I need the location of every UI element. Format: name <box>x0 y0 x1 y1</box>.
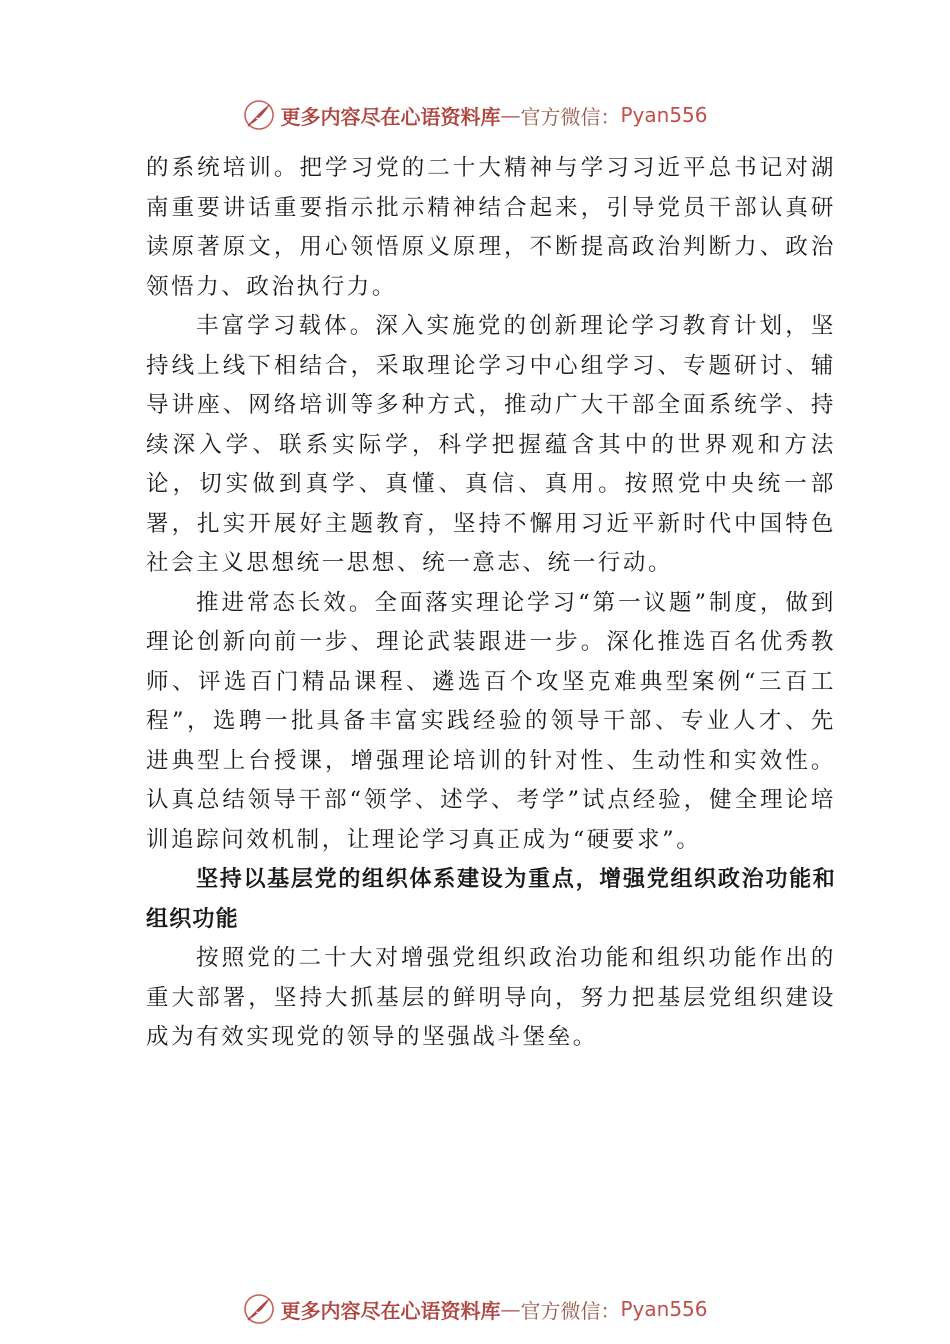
document-body <box>146 149 836 1058</box>
header-banner <box>0 98 950 132</box>
paragraph-enrich-learning: 丰富学习载体。深入实施党的创新理论学习教育计划，坚持线上线下相结合，采取理论学习中心组学习、专题研讨、辅导讲座、网络培训等多种方式，推动广大干部全面系统学、持续深入学、联系实际学，科学把握蕴含其中的世界观和方法论，切实做到真学、真懂、真信、真用。按照党中央统一部署，扎实开展好主题教育，坚持不懈用习近平新时代中国特色社会主义思想统一思想、统一意志、统一行动。 <box>146 313 836 576</box>
banner-dash: — <box>500 1297 521 1321</box>
banner-wechat-label: 官方微信： <box>520 104 621 129</box>
quill-logo-icon <box>242 98 276 132</box>
banner-wechat-label: 官方微信： <box>520 1298 621 1323</box>
banner-dash: — <box>500 103 521 127</box>
section-heading: 坚持以基层党的组织体系建设为重点，增强党组织政治功能和组织功能 <box>146 867 836 932</box>
paragraph-normalize-longterm: 推进常态长效。全面落实理论学习“第一议题”制度，做到理论创新向前一步、理论武装跟进一步。深化推选百名优秀教师、评选百门精品课程、遴选百个攻坚克难典型案例“三百工程”，选聘一批具备丰富实践经验的领导干部、专业人才、先进典型上台授课，增强理论培训的针对性、生动性和实效性。认真总结领导干部“领学、述学、考学”试点经验，健全理论培训追踪问效机制，让理论学习真正成为“硬要求”。 <box>146 589 836 853</box>
banner-wechat-id: Pyan556 <box>620 103 708 127</box>
quill-logo-icon <box>242 1292 276 1326</box>
paragraph-continuation: 的系统培训。把学习党的二十大精神与学习习近平总书记对湖南重要讲话重要指示批示精神结合起来，引导党员干部认真研读原著原文，用心领悟原义原理，不断提高政治判断力、政治领悟力、政治执行力。 <box>146 155 836 300</box>
paragraph-grassroots: 按照党的二十大对增强党组织政治功能和组织功能作出的重大部署，坚持大抓基层的鲜明导向，努力把基层党组织建设成为有效实现党的领导的坚强战斗堡垒。 <box>146 945 836 1050</box>
banner-site-name: 更多内容尽在心语资料库 <box>280 104 501 129</box>
banner-site-name: 更多内容尽在心语资料库 <box>280 1298 501 1323</box>
footer-banner <box>0 1292 950 1326</box>
banner-wechat-id: Pyan556 <box>620 1297 708 1321</box>
